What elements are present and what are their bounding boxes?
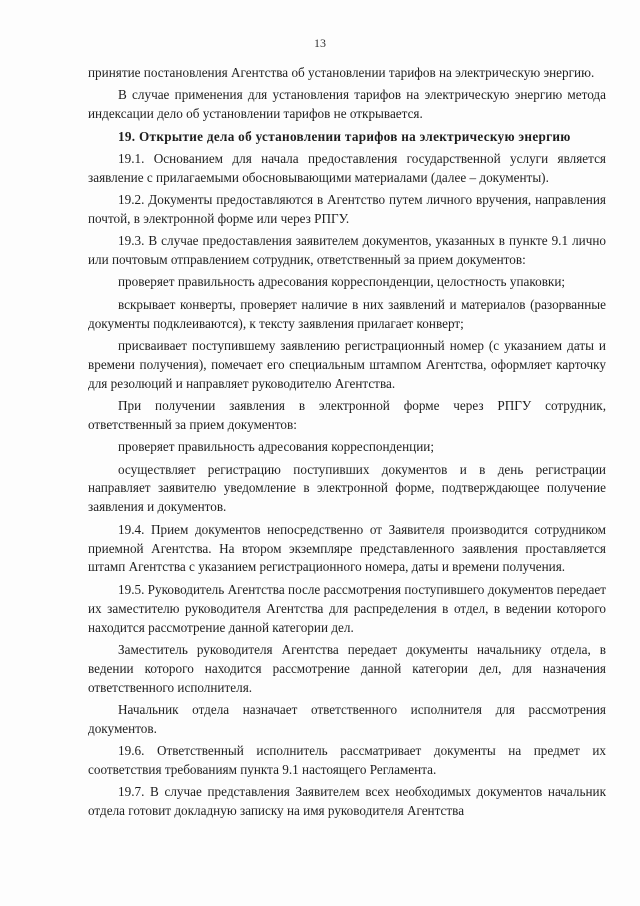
paragraph: 19.5. Руководитель Агентства после рассмотрения поступившего документов передает их заместителю руководителя Агентства для распределения в отдел, в ведении которого находится рассмотрение данной категории дел. [88,581,606,635]
list-item: присваивает поступившему заявлению регистрационный номер (с указанием даты и времени получения), помечает его специальным штампом Агентства, оформляет карточку для резолюций и направляет руководителю Агентства. [88,337,606,391]
paragraph: При получении заявления в электронной форме через РПГУ сотрудник, ответственный за прием документов: [88,398,606,432]
paragraph: Заместитель руководителя Агентства передает документы начальнику отдела, в ведении которого находится рассмотрение данной категории дел, для назначения ответственного исполнителя. [88,641,606,695]
section-heading: 19. Открытие дела об установлении тарифов на электрическую энергию [118,128,571,144]
paragraph: 19.6. Ответственный исполнитель рассматривает документы на предмет их соответствия требованиям пункта 9.1 настоящего Регламента. [88,743,606,778]
list-item: осуществляет регистрацию поступивших документов и в день регистрации направляет заявителю уведомление в электронной форме, подтверждающее получение заявления и документов. [88,461,606,515]
paragraph: принятие постановления Агентства об установлении тарифов на электрическую энергию. [88,65,595,80]
list-item: проверяет правильность адресования корреспонденции; [118,439,434,455]
paragraph: Начальник отдела назначает ответственного исполнителя для рассмотрения документов. [88,701,606,736]
paragraph: В случае применения для установления тарифов на электрическую энергию метода индексации дело об установлении тарифов не открывается. [88,87,606,122]
document-text [88,64,606,825]
page-number: 13 [314,36,326,50]
paragraph: 19.2. Документы предоставляются в Агентство путем личного вручения, направления почтой, в электронной форме или через РПГУ. [88,192,606,226]
paragraph: 19.1. Основанием для начала предоставления государственной услуги является заявление с прилагаемыми обосновывающими материалами (далее – документы). [88,150,606,185]
paragraph: 19.7. В случае представления Заявителем всех необходимых документов начальник отдела готовит докладную записку на имя руководителя Агентства [88,784,606,819]
paragraph: 19.3. В случае предоставления заявителем документов, указанных в пункте 9.1 лично или почтовым отправлением сотрудник, ответственный за прием документов: [88,233,606,268]
list-item: вскрывает конверты, проверяет наличие в них заявлений и материалов (разорванные документы подклеиваются), к тексту заявления прилагает конверт; [88,296,606,331]
paragraph: 19.4. Прием документов непосредственно от Заявителя производится сотрудником приемной Агентства. На втором экземпляре представленного заявления проставляется штамп Агентства с указанием регистрационного номера, даты и времени получения. [88,521,606,575]
list-item: проверяет правильность адресования корреспонденции, целостность упаковки; [118,274,566,290]
